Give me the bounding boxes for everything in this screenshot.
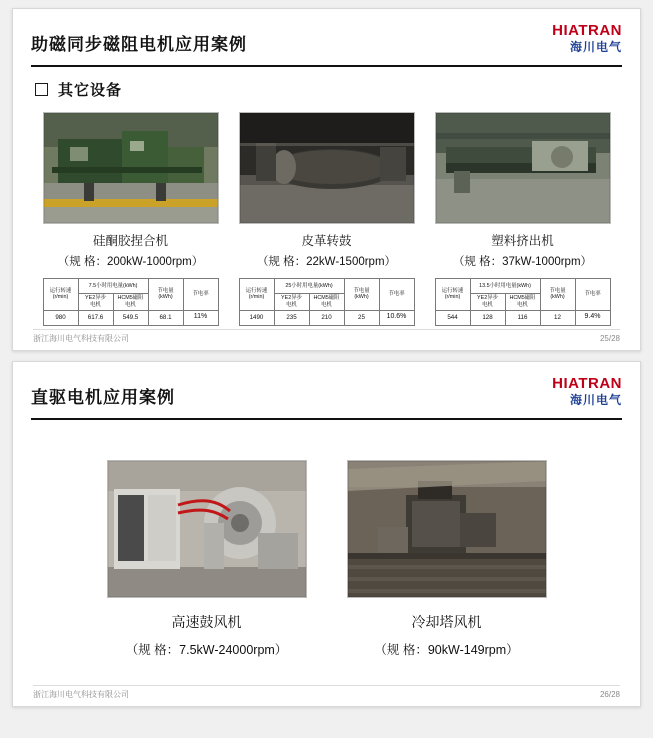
cell-ye2: 617.6 — [78, 310, 113, 325]
cell-saving: 12 — [540, 310, 575, 325]
equipment-photo-cooling-tower-fan — [347, 460, 547, 598]
th-ye2: YE2异步 电机 — [470, 294, 505, 311]
equipment-name: 冷却塔风机 — [411, 614, 482, 630]
cell-rate: 10.6% — [379, 310, 414, 325]
equipment-spec: （规 格：37kW-1000rpm） — [452, 256, 593, 268]
section-heading — [35, 79, 618, 100]
th-saving: 节电量 (kWh) — [148, 279, 183, 311]
equipment-name: 皮革转鼓 — [301, 234, 352, 248]
th-group: 13.5小时用电量(kWh) — [470, 279, 540, 294]
slide-26 — [12, 361, 641, 707]
case-card — [432, 112, 614, 326]
page-title: 直驱电机应用案例 — [31, 387, 175, 407]
equipment-spec: （规 格：7.5kW-24000rpm） — [125, 643, 288, 657]
footer-divider — [33, 329, 620, 330]
case-card-row — [13, 460, 640, 658]
cell-saving: 68.1 — [148, 310, 183, 325]
table-row — [435, 310, 610, 325]
cell-saving: 25 — [344, 310, 379, 325]
case-card-row — [13, 112, 640, 326]
equipment-photo-extruder — [435, 112, 611, 224]
table-row — [43, 310, 218, 325]
th-rate: 节电率 — [183, 279, 218, 311]
th-rate: 节电率 — [575, 279, 610, 311]
th-hcm5: HCM5磁阻 电机 — [505, 294, 540, 311]
case-card — [236, 112, 418, 326]
equipment-spec: （规 格：200kW-1000rpm） — [57, 256, 204, 268]
equipment-spec: （规 格：90kW-149rpm） — [374, 643, 519, 657]
cell-speed: 980 — [43, 310, 78, 325]
slide-footer — [13, 333, 640, 344]
th-speed: 运行转速 (r/min) — [239, 279, 274, 311]
case-card — [40, 112, 222, 326]
cell-hcm5: 549.5 — [113, 310, 148, 325]
brand-logo — [552, 23, 622, 53]
th-group: 7.5小时用电量(kWh) — [78, 279, 148, 294]
equipment-spec: （规 格：22kW-1500rpm） — [256, 256, 397, 268]
section-title: 其它设备 — [58, 82, 123, 99]
cell-ye2: 235 — [274, 310, 309, 325]
cell-ye2: 128 — [470, 310, 505, 325]
cell-rate: 9.4% — [575, 310, 610, 325]
brand-sub: 海川电气 — [569, 40, 622, 54]
footer-company: 浙江海川电气科技有限公司 — [33, 334, 129, 343]
case-card — [347, 460, 547, 658]
cell-hcm5: 116 — [505, 310, 540, 325]
th-speed: 运行转速 (r/min) — [435, 279, 470, 311]
cell-speed: 1490 — [239, 310, 274, 325]
brand-name: HIATRAN — [552, 375, 622, 392]
slide-25 — [12, 8, 641, 351]
th-saving: 节电量 (kWh) — [344, 279, 379, 311]
square-bullet-icon — [35, 83, 48, 96]
page-title: 助磁同步磁阻电机应用案例 — [31, 34, 247, 54]
th-saving: 节电量 (kWh) — [540, 279, 575, 311]
brand-name: HIATRAN — [552, 22, 622, 39]
brand-sub: 海川电气 — [569, 393, 622, 407]
slide-footer — [13, 689, 640, 700]
slide-header — [31, 372, 622, 420]
equipment-name: 塑料挤出机 — [491, 234, 554, 248]
table-row — [239, 310, 414, 325]
cell-rate: 11% — [183, 310, 218, 325]
case-card — [107, 460, 307, 658]
th-rate: 节电率 — [379, 279, 414, 311]
page-number: 25/28 — [599, 334, 620, 343]
energy-table — [435, 278, 611, 326]
footer-company: 浙江海川电气科技有限公司 — [33, 690, 129, 699]
th-ye2: YE2异步 电机 — [274, 294, 309, 311]
th-ye2: YE2异步 电机 — [78, 294, 113, 311]
slide-header — [31, 19, 622, 67]
equipment-name: 硅酮胶捏合机 — [92, 234, 168, 248]
th-speed: 运行转速 (r/min) — [43, 279, 78, 311]
cell-hcm5: 210 — [309, 310, 344, 325]
energy-table — [43, 278, 219, 326]
th-group: 25小时用电量(kWh) — [274, 279, 344, 294]
cell-speed: 544 — [435, 310, 470, 325]
th-hcm5: HCM5磁阻 电机 — [113, 294, 148, 311]
equipment-name: 高速鼓风机 — [171, 614, 242, 630]
energy-table — [239, 278, 415, 326]
brand-logo — [552, 376, 622, 406]
equipment-photo-drum — [239, 112, 415, 224]
equipment-photo-blower — [107, 460, 307, 598]
equipment-photo-kneader — [43, 112, 219, 224]
page-number: 26/28 — [599, 690, 620, 699]
footer-divider — [33, 685, 620, 686]
th-hcm5: HCM5磁阻 电机 — [309, 294, 344, 311]
